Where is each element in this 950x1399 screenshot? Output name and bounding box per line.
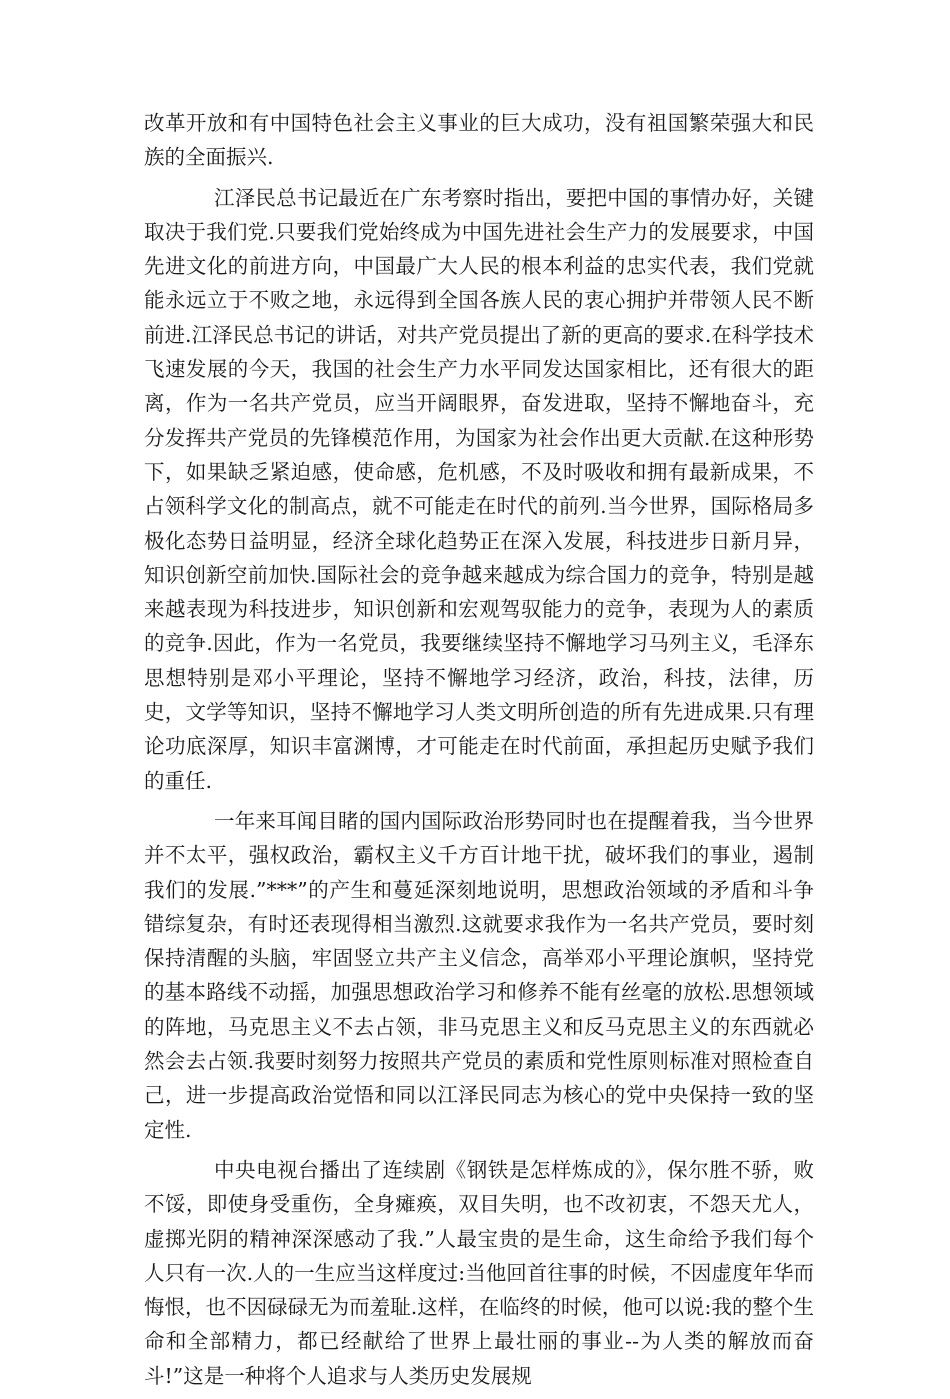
paragraph-4: 中央电视台播出了连续剧《钢铁是怎样炼成的》，保尔胜不骄，败不馁，即使身受重伤，全身瘫痪，双目失明，也不改初衷，不怨天尤人，虚掷光阴的精神深深感动了我.”人最宝贵的是生命，这生命给予我们每个人只有一次.人的一生应当这样度过:当他回首往事的时候，不因虚度年华而悔恨，也不因碌碌无为而羞耻.这样，在临终的时候，他可以说:我的整个生命和全部精力，都已经献给了世界上最壮丽的事业--为人类的解放而奋斗!”这是一种将个人追求与人类历史发展规 (144, 1157, 814, 1388)
paragraph-1: 改革开放和有中国特色社会主义事业的巨大成功，没有祖国繁荣强大和民族的全面振兴. (144, 111, 814, 170)
paragraph-2: 江泽民总书记最近在广东考察时指出，要把中国的事情办好，关键取决于我们党.只要我们党始终成为中国先进社会生产力的发展要求，中国先进文化的前进方向，中国最广大人民的根本利益的忠实代表，我们党就能永远立于不败之地，永远得到全国各族人民的衷心拥护并带领人民不断前进.江泽民总书记的讲话，对共产党员提出了新的更高的要求.在科学技术飞速发展的今天，我国的社会生产力水平同发达国家相比，还有很大的距离，作为一名共产党员，应当开阔眼界，奋发进取，坚持不懈地奋斗，充分发挥共产党员的先锋模范作用，为国家为社会作出更大贡献.在这种形势下，如果缺乏紧迫感，使命感，危机感，不及时吸收和拥有最新成果，不占领科学文化的制高点，就不可能走在时代的前列.当今世界，国际格局多极化态势日益明显，经济全球化趋势正在深入发展，科技进步日新月异，知识创新空前加快.国际社会的竞争越来越成为综合国力的竞争，特别是越来越表现为科技进步，知识创新和宏观驾驭能力的竞争，表现为人的素质的竞争.因此，作为一名党员，我要继续坚持不懈地学习马列主义，毛泽东思想特别是邓小平理论，坚持不懈地学习经济，政治，科技，法律，历史，文学等知识，坚持不懈地学习人类文明所创造的所有先进成果.只有理论功底深厚，知识丰富渊博，才可能走在时代前面，承担起历史赋予我们的重任. (144, 185, 814, 793)
document-body (144, 106, 814, 1399)
paragraph-3: 一年来耳闻目睹的国内国际政治形势同时也在提醒着我，当今世界并不太平，强权政治，霸权主义千方百计地干扰，破坏我们的事业，遏制我们的发展.”***”的产生和蔓延深刻地说明，思想政治领域的矛盾和斗争错综复杂，有时还表现得相当激烈.这就要求我作为一名共产党员，要时刻保持清醒的头脑，牢固竖立共产主义信念，高举邓小平理论旗帜，坚持党的基本路线不动摇，加强思想政治学习和修养不能有丝毫的放松.思想领域的阵地，马克思主义不去占领，非马克思主义和反马克思主义的东西就必然会去占领.我要时刻努力按照共产党员的素质和党性原则标准对照检查自己，进一步提高政治觉悟和同以江泽民同志为核心的党中央保持一致的坚定性. (144, 808, 814, 1142)
